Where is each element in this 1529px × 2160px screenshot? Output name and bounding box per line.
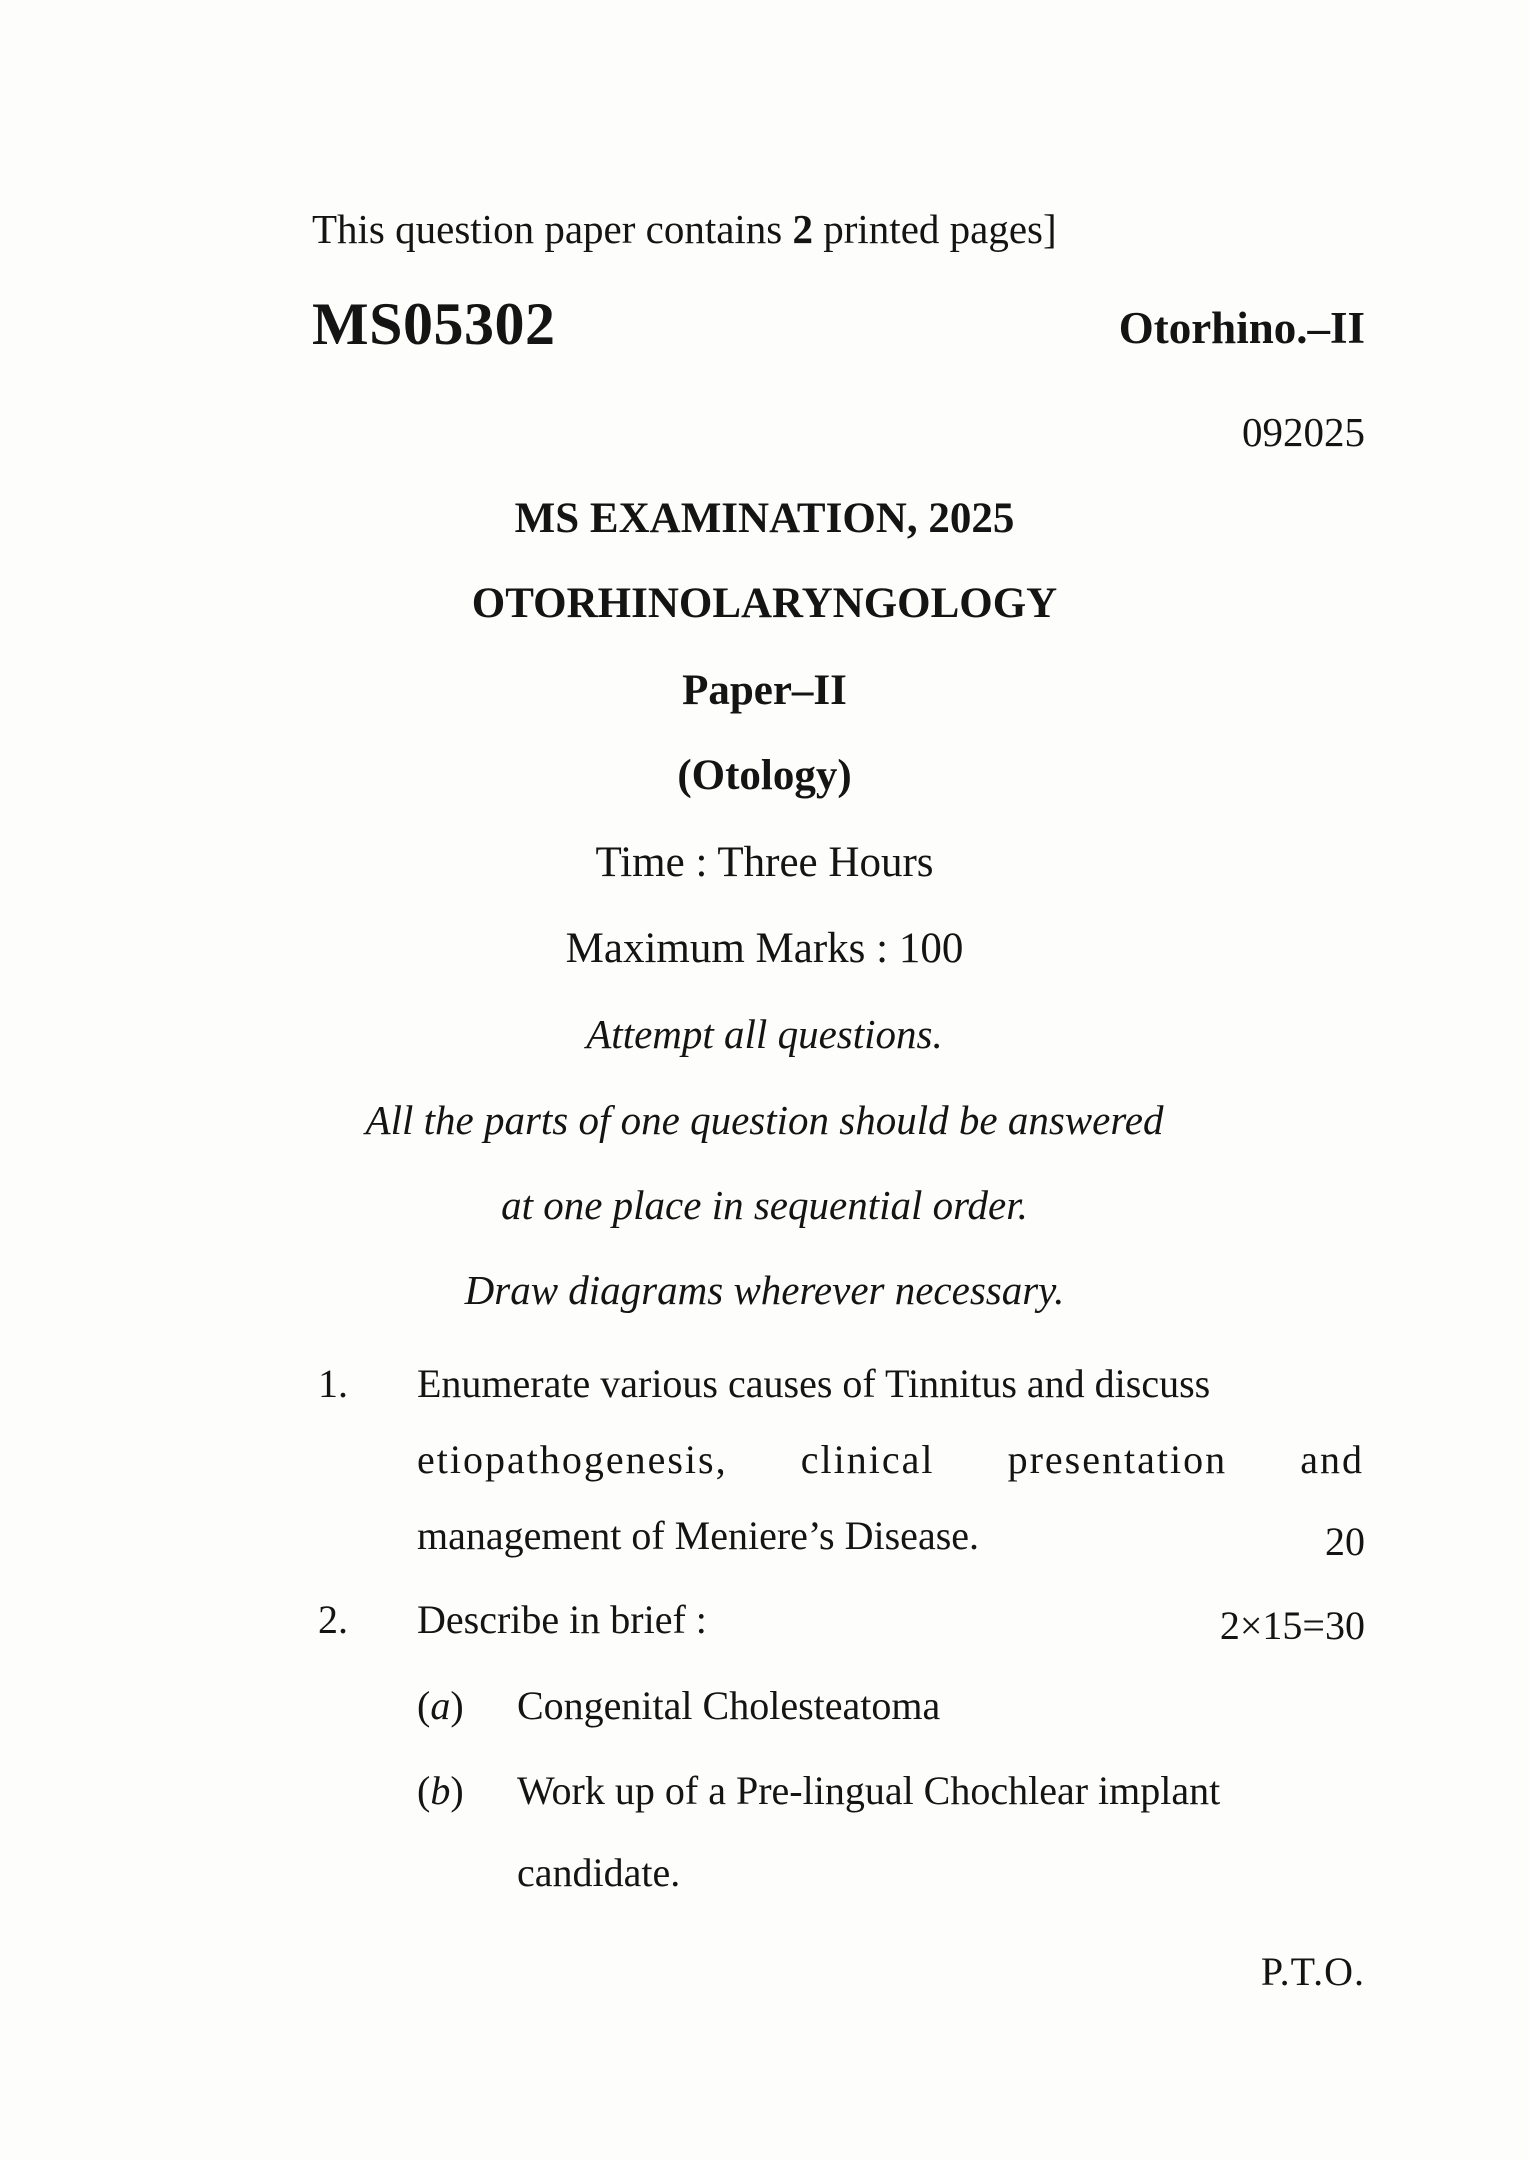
- subject-title: OTORHINOLARYNGOLOGY: [471, 580, 1058, 627]
- question-marks: 20: [1325, 1519, 1365, 1564]
- instruction-line: All the parts of one question should be answered: [365, 1097, 1164, 1143]
- question-text-line: Describe in brief :: [417, 1597, 707, 1642]
- exam-title: MS EXAMINATION, 2025: [514, 495, 1015, 542]
- serial-number: 092025: [1242, 409, 1365, 455]
- instruction-line: Draw diagrams wherever necessary.: [464, 1267, 1065, 1313]
- subject-code: Otorhino.–II: [1118, 303, 1365, 353]
- pages-note: This question paper contains 2 printed pages]: [312, 206, 1057, 252]
- question-text-line: etiopathogenesis, clinical presentation and: [417, 1437, 1364, 1482]
- question-text-line: management of Meniere’s Disease.: [417, 1513, 980, 1558]
- paper-code: MS05302: [312, 291, 556, 357]
- please-turn-over: P.T.O.: [1260, 1949, 1365, 1994]
- subpart-label: (a): [417, 1683, 464, 1728]
- pages-count: 2: [792, 206, 814, 252]
- question-text-line: Enumerate various causes of Tinnitus and discuss: [417, 1361, 1211, 1406]
- instruction-line: Attempt all questions.: [586, 1011, 943, 1057]
- question-number: 2.: [318, 1597, 348, 1642]
- maximum-marks: Maximum Marks : 100: [565, 925, 964, 972]
- section-title: (Otology): [677, 752, 852, 799]
- subpart-text: Congenital Cholesteatoma: [517, 1683, 941, 1728]
- paper-title: Paper–II: [682, 667, 847, 714]
- instruction-line: at one place in sequential order.: [501, 1182, 1028, 1228]
- subpart-text: Work up of a Pre-lingual Chochlear implant: [517, 1768, 1221, 1813]
- subpart-label: (b): [417, 1768, 464, 1813]
- subpart-text-continued: candidate.: [517, 1850, 681, 1895]
- question-number: 1.: [318, 1361, 348, 1406]
- time-allowed: Time : Three Hours: [595, 839, 934, 886]
- question-marks: 2×15=30: [1219, 1603, 1365, 1648]
